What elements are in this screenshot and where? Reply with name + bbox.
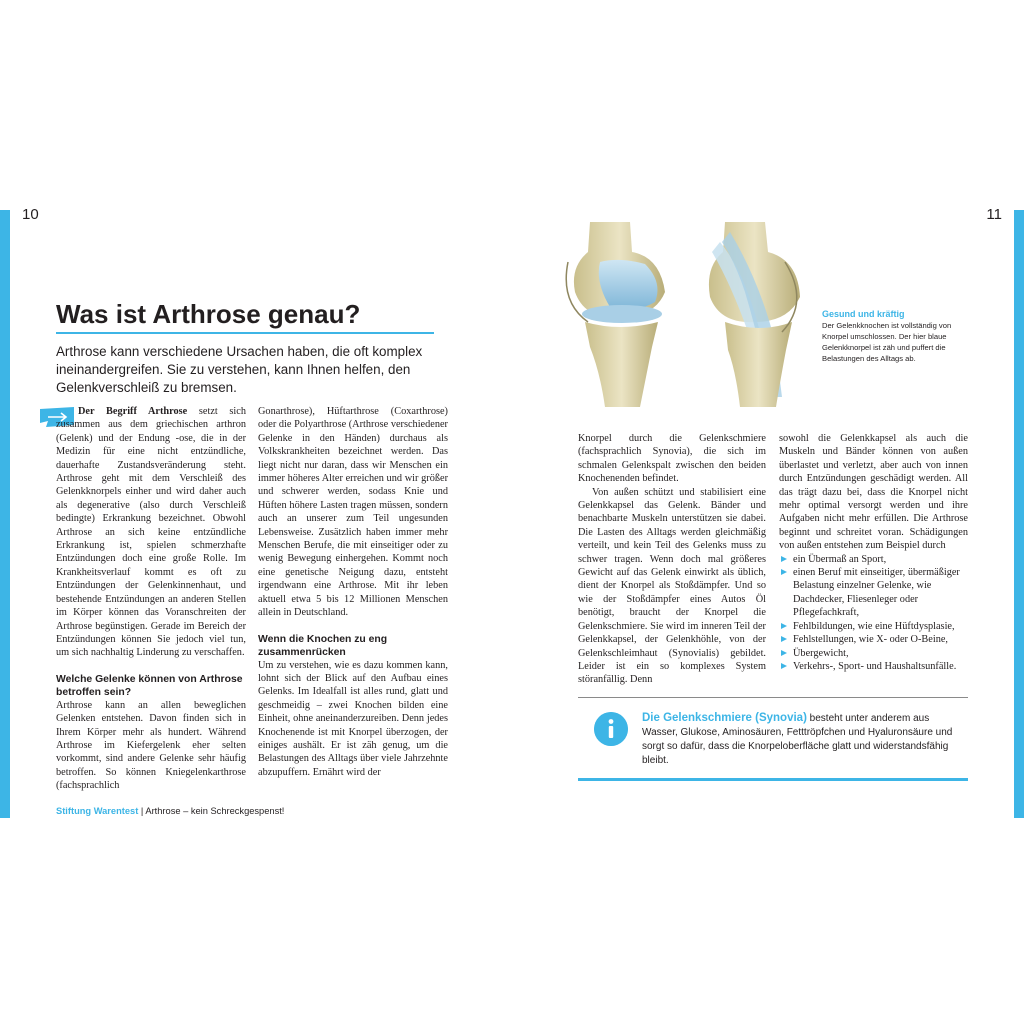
footer-brand: Stiftung Warentest xyxy=(56,806,139,816)
footer-separator: | xyxy=(138,806,146,816)
caption-heading: Gesund und kräftig xyxy=(822,309,905,319)
page-number-left: 10 xyxy=(22,206,39,223)
column-4 xyxy=(779,432,968,673)
causes-list xyxy=(779,553,968,674)
footer-book-title: Arthrose – kein Schreckgespenst! xyxy=(145,806,285,816)
info-box-text xyxy=(642,711,967,768)
list-item: Fehlstellungen, wie X- oder O-Beine, xyxy=(779,633,968,646)
column-3 xyxy=(578,432,766,687)
title-underline xyxy=(56,332,434,334)
caption-text: Der Gelenkknochen ist vollständig von Knorpel umschlossen. Der hier blaue Gelenkknorpel ist zäh und puffert die Belastungen des Alltags ab. xyxy=(822,321,952,363)
right-accent-bar xyxy=(1014,210,1024,818)
section-heading-joints: Welche Gelenke können von Arthrose betroffen sein? xyxy=(56,673,243,698)
knee-with-capsule xyxy=(709,222,800,407)
info-body: besteht unter anderem aus Wasser, Glukose, Aminosäuren, Fetttröpfchen und Hyaluronsäure und sorgt so dafür, dass die Knorpeloberfläche glatt und widerstandsfähig bleibt. xyxy=(642,713,953,766)
lead-paragraph: Arthrose kann verschiedene Ursachen haben, die oft komplex ineinandergreifen. Sie zu verstehen, kann Ihnen helfen, den Gelenkverschleiß zu bremsen. xyxy=(56,344,423,395)
column-1 xyxy=(56,405,246,793)
paragraph-diseases: Gonarthrose), Hüftarthrose (Coxarthrose) oder die Polyarthrose (Arthrose verschiedener Gelenke in den Händen) durchaus als Volkskrankheiten bezeichnet werden. Das liegt nicht nur daran, dass wir Menschen ein immer höheres Alter erreichen und wir größer und schwerer werden, sodass Knie und Hüften höhere Lasten tragen müssen, sondern auch an unserer zum Teil ungesunden Lebensweise. Zusätzlich haben immer mehr Menschen Berufe, die mit einseitiger oder zu wenig Bewegung einhergehen. Kommt noch eine genetische Neigung dazu, entsteht irgendwann eine Arthrose. Mit ihr leben aktuell etwa 5 bis 12 Millionen Menschen allein in Deutschland. xyxy=(258,406,448,619)
intro-text: setzt sich zusammen aus dem griechischen arthron (Gelenk) und der Endung -ose, die in der Medizin für eine nicht entzündliche, dauerhafte Zustandsveränderung steht. Arthrose geht mit dem Verschleiß des Gelenkknorpels einher und wird daher auch als degenerative (also durch Verschleiß bedingte) Erkrankung bezeichnet. Obwohl Arthrose an sich keine entzündliche Erkrankung ist, spielen schmerzhafte Entzündungen doch eine große Rolle. Im Krankheitsverlauf kommt es oft zu Entzündungen der Gelenkinnenhaut, und bestehende Entzündungen an anderen Stellen im Körper können das Voranschreiten der Arthrose begünstigen. Gerade im Bereich der Entzündungen können Sie jedoch viel tun, um sich nachhaltig Linderung zu verschaffen. xyxy=(56,406,247,659)
page-title: Was ist Arthrose genau? xyxy=(56,299,361,329)
paragraph-damage: sowohl die Gelenkkapsel als auch die Muskeln und Bänder können von außen überlastet und verletzt, aber auch von innen durch Entzündungen geschädigt werden. All das trägt dazu bei, dass die Knorpel nicht mehr optimal versorgt werden und ihre Aufgaben nicht mehr erfüllen. Die Arthrose beginnt und schreitet voran. Schädigungen von außen entstehen zum Beispiel durch xyxy=(779,433,968,552)
list-item: einen Beruf mit einseitiger, übermäßiger Belastung einzelner Gelenke, wie Dachdecker, Fliesenleger oder Pflegefachkraft, xyxy=(779,566,968,620)
section-heading-bones: Wenn die Knochen zu eng zusammenrücken xyxy=(258,633,388,658)
paragraph-joints: Arthrose kann an allen beweglichen Gelenken entstehen. Davon finden sich in Ihrem Körper mehr als hundert. Während Arthrose im Kiefergelenk eher selten vorkommt, sind andere Gelenke sehr häufig betroffen. So können Kniegelenkarthrose (fachsprachlich xyxy=(56,699,246,792)
image-caption xyxy=(822,308,972,364)
info-box-top-rule xyxy=(578,697,968,698)
page-footer xyxy=(56,806,284,816)
left-accent-bar xyxy=(0,210,10,818)
info-icon xyxy=(594,712,628,746)
paragraph-capsule: Von außen schützt und stabilisiert eine Gelenkkapsel das Gelenk. Bänder und benachbarte Muskeln unterstützen sie dabei. Die Lasten des Alltags werden gleichmäßig verteilt, und kein Teil des Gelenks muss zu schwer tragen. Wenn doch mal größeres Gewicht auf das Gelenk einwirkt als üblich, dient der Knorpel als Stoßdämpfer. Und so wie der Stoßdämpfer eines Autos Öl benötigt, braucht der Knorpel die Gelenkschmiere. Sie wird im inneren Teil der Gelenkkapsel, der Gelenkhöhle, von der Gelenkschleimhaut (Synovialis) gebildet. Leider ist ein so komplexes System störanfällig. Denn xyxy=(578,486,766,686)
info-highlight: Die Gelenkschmiere (Synovia) xyxy=(642,712,807,724)
column-2 xyxy=(258,405,448,779)
page-number-right: 11 xyxy=(986,206,1002,223)
info-box-bottom-rule xyxy=(578,778,968,781)
list-item: Übergewicht, xyxy=(779,647,968,660)
knee-illustration xyxy=(560,222,815,407)
intro-term: Der Begriff Arthrose xyxy=(78,406,188,417)
list-item: Verkehrs-, Sport- und Haushaltsunfälle. xyxy=(779,660,968,673)
paragraph-joint-structure: Um zu verstehen, wie es dazu kommen kann, lohnt sich der Blick auf den Aufbau eines Gelenks. Im Idealfall ist alles rund, glatt und geschmeidig – zwei Knochen bilden eine Einheit, ohne aneinanderzureiben. Denn jedes Knochenende ist mit Knorpel überzogen, der einiges aushält. Er ist zäh genug, um die Belastungen des Alltags über viele Jahrzehnte abzupuffern. Ernährt wird der xyxy=(258,659,448,778)
healthy-knee xyxy=(566,222,665,407)
list-item: ein Übermaß an Sport, xyxy=(779,553,968,566)
paragraph-cartilage: Knorpel durch die Gelenkschmiere (fachsprachlich Synovia), die sich im schmalen Gelenkspalt zwischen den beiden Knochenenden befindet. xyxy=(578,433,766,485)
list-item: Fehlbildungen, wie eine Hüftdysplasie, xyxy=(779,620,968,633)
